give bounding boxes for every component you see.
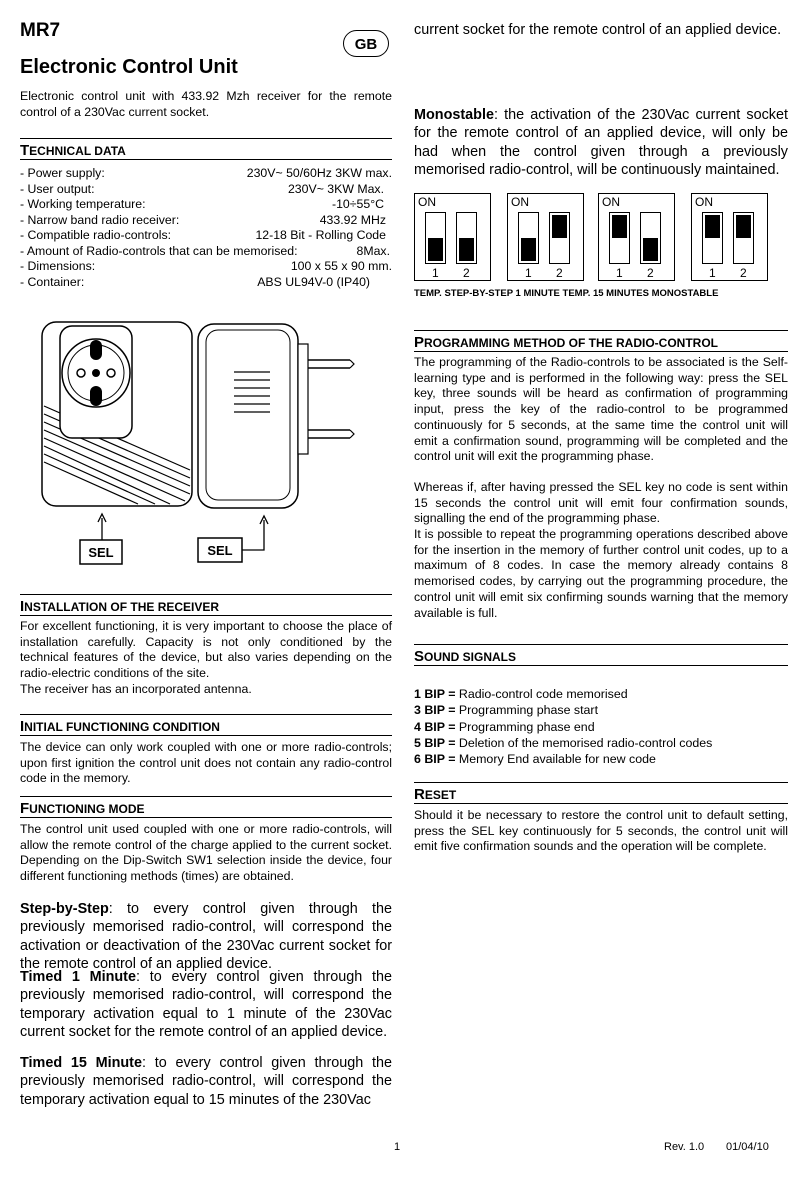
sound-signals-heading: SOUND SIGNALS — [414, 644, 788, 666]
dip-switch-1-minute — [507, 193, 584, 281]
dip-number-2: 2 — [740, 266, 747, 280]
list-item: 4 BIP = Programming phase end — [414, 719, 595, 734]
dip-number-1: 1 — [525, 266, 532, 280]
device-side-view — [198, 324, 354, 562]
functioning-mode-text: The control unit used coupled with one or more radio-controls, will allow the remote control of the charge applied to the current socket. Depending on the Dip-Switch SW1 selection inside the device, four different functioning methods (times) are obtained. — [20, 822, 392, 884]
technical-data-row: - User output: 230V~ 3KW Max. — [20, 181, 384, 196]
installation-text: For excellent functioning, it is very important to choose the place of installation carefully. Capacity is not only conditioned by the technical features of the device, but also varies depending on the radio-electric conditions of the site. — [20, 619, 392, 681]
page-number: 1 — [394, 1141, 401, 1153]
technical-data-row: - Power supply: 230V~ 50/60Hz 3KW max. — [20, 166, 392, 180]
model-number: MR7 — [20, 20, 61, 41]
caption-monostable: MONOSTABLE — [651, 288, 719, 299]
list-item: 1 BIP = Radio-control code memorised — [414, 687, 628, 701]
dip-switch-step-by-step — [414, 193, 491, 281]
dip-on-label: ON — [695, 195, 713, 209]
installation-heading: INSTALLATION OF THE RECEIVER — [20, 594, 392, 616]
installation-antenna-text: The receiver has an incorporated antenna. — [20, 682, 252, 696]
dip-switch-1 — [518, 212, 539, 264]
technical-data-heading: TECHNICAL DATA — [20, 138, 392, 160]
technical-data-row: - Amount of Radio-controls that can be memorised: 8Max. — [20, 243, 390, 258]
mode-timed-15-minute: Timed 15 Minute: to every control given through the previously memorised radio-control, will correspond the temporary activation equal to 15 minutes of the 230Vac — [20, 1055, 392, 1108]
initial-condition-text: The device can only work coupled with one or more radio-controls; upon first ignition the control unit does not contain any radio-control code in the memory. — [20, 740, 392, 786]
list-item: 3 BIP = Programming phase start — [414, 703, 599, 718]
device-illustration — [20, 318, 392, 576]
dip-on-label: ON — [602, 195, 620, 209]
dip-switch-monostable — [691, 193, 768, 281]
page-title: Electronic Control Unit — [20, 56, 238, 78]
dip-number-1: 1 — [616, 266, 623, 280]
mode-step-by-step: Step-by-Step: to every control given through the previously memorised radio-control, will correspond the activation or deactivation of the 230Vac current socket for the remote control of an applied device. — [20, 901, 392, 972]
technical-data-row: - Dimensions: 100 x 55 x 90 mm. — [20, 259, 392, 273]
caption-15-minutes: TEMP. 15 MINUTES — [562, 288, 649, 299]
list-item: 5 BIP = Deletion of the memorised radio-control codes — [414, 735, 713, 750]
mode-timed-15-continued: current socket for the remote control of an applied device. — [414, 22, 782, 38]
caption-1-minute: 1 MINUTE — [515, 288, 560, 299]
technical-data-list — [20, 166, 392, 290]
dip-switch-15-minutes — [598, 193, 675, 281]
dip-switch-2 — [549, 212, 570, 264]
reset-heading: RESET — [414, 782, 788, 804]
dip-switch-2 — [733, 212, 754, 264]
language-badge: GB — [343, 30, 389, 57]
mode-timed-1-minute: Timed 1 Minute: to every control given through the previously memorised radio-control, will correspond the temporary activation equal to 1 minute of the 230Vac current socket for the remote control of an applied device. — [20, 969, 392, 1040]
dip-number-2: 2 — [463, 266, 470, 280]
dip-switch-captions — [414, 288, 718, 299]
sel-label-front: SEL — [88, 545, 114, 560]
revision-date: 01/04/10 — [726, 1141, 769, 1153]
initial-condition-heading: INITIAL FUNCTIONING CONDITION — [20, 714, 392, 736]
dip-switch-1 — [702, 212, 723, 264]
mode-monostable: Monostable: the activation of the 230Vac current socket for the remote control of an applied device, will only be had when the control given through a previously memorised radio-control, will be continuously maintained. — [414, 107, 788, 178]
programming-text-1: The programming of the Radio-controls to be associated is the Self-learning type and is performed in the following way: press the SEL key, three sounds will be heard as confirmation of programming input, press the key of the radio-control to be programmed continuously for 5 seconds, at the same time the control unit will emit a confirmation sound, programming will be completed and the control unit will exit the programming phase. — [414, 355, 788, 464]
programming-heading: PROGRAMMING METHOD OF THE RADIO-CONTROL — [414, 330, 788, 352]
revision: Rev. 1.0 — [664, 1141, 705, 1153]
dip-number-2: 2 — [647, 266, 654, 280]
technical-data-row: - Working temperature: -10÷55°C — [20, 197, 384, 211]
dip-number-2: 2 — [556, 266, 563, 280]
dip-switch-2 — [456, 212, 477, 264]
sel-label-side: SEL — [207, 543, 233, 558]
dip-switch-2 — [640, 212, 661, 264]
dip-switch-1 — [609, 212, 630, 264]
reset-text: Should it be necessary to restore the control unit to default setting, press the SEL key continuously for 5 seconds, the control unit will emit five confirmation sounds and the operation will be complete. — [414, 808, 788, 854]
dip-number-1: 1 — [432, 266, 439, 280]
technical-data-row: - Compatible radio-controls: 12-18 Bit - Rolling Code — [20, 228, 386, 242]
programming-text-2: Whereas if, after having pressed the SEL key no code is sent within 15 seconds the control unit will emit four confirmation sounds, signalling the end of the programming phase. — [414, 480, 788, 526]
list-item: 6 BIP = Memory End available for new code — [414, 752, 656, 767]
technical-data-row: - Narrow band radio receiver: 433.92 MHz — [20, 212, 386, 227]
programming-text-3: It is possible to repeat the programming operations described above for the insertion in the memory of further control unit codes, up to a maximum of 8 codes. In case the memory already contains 8 memorised codes, by carrying out the programming procedure, the control unit will emit six confirming sounds warning that the memory available is full. — [414, 527, 788, 620]
functioning-mode-heading: FUNCTIONING MODE — [20, 796, 392, 818]
dip-on-label: ON — [418, 195, 436, 209]
intro-text: Electronic control unit with 433.92 Mzh receiver for the remote control of a 230Vac current socket. — [20, 89, 392, 119]
dip-switch-1 — [425, 212, 446, 264]
caption-step-by-step: TEMP. STEP-BY-STEP — [414, 288, 513, 299]
dip-on-label: ON — [511, 195, 529, 209]
sound-signals-list — [414, 686, 788, 767]
dip-number-1: 1 — [709, 266, 716, 280]
device-front-view — [42, 322, 192, 564]
technical-data-row: - Container: ABS UL94V-0 (IP40) — [20, 274, 370, 289]
